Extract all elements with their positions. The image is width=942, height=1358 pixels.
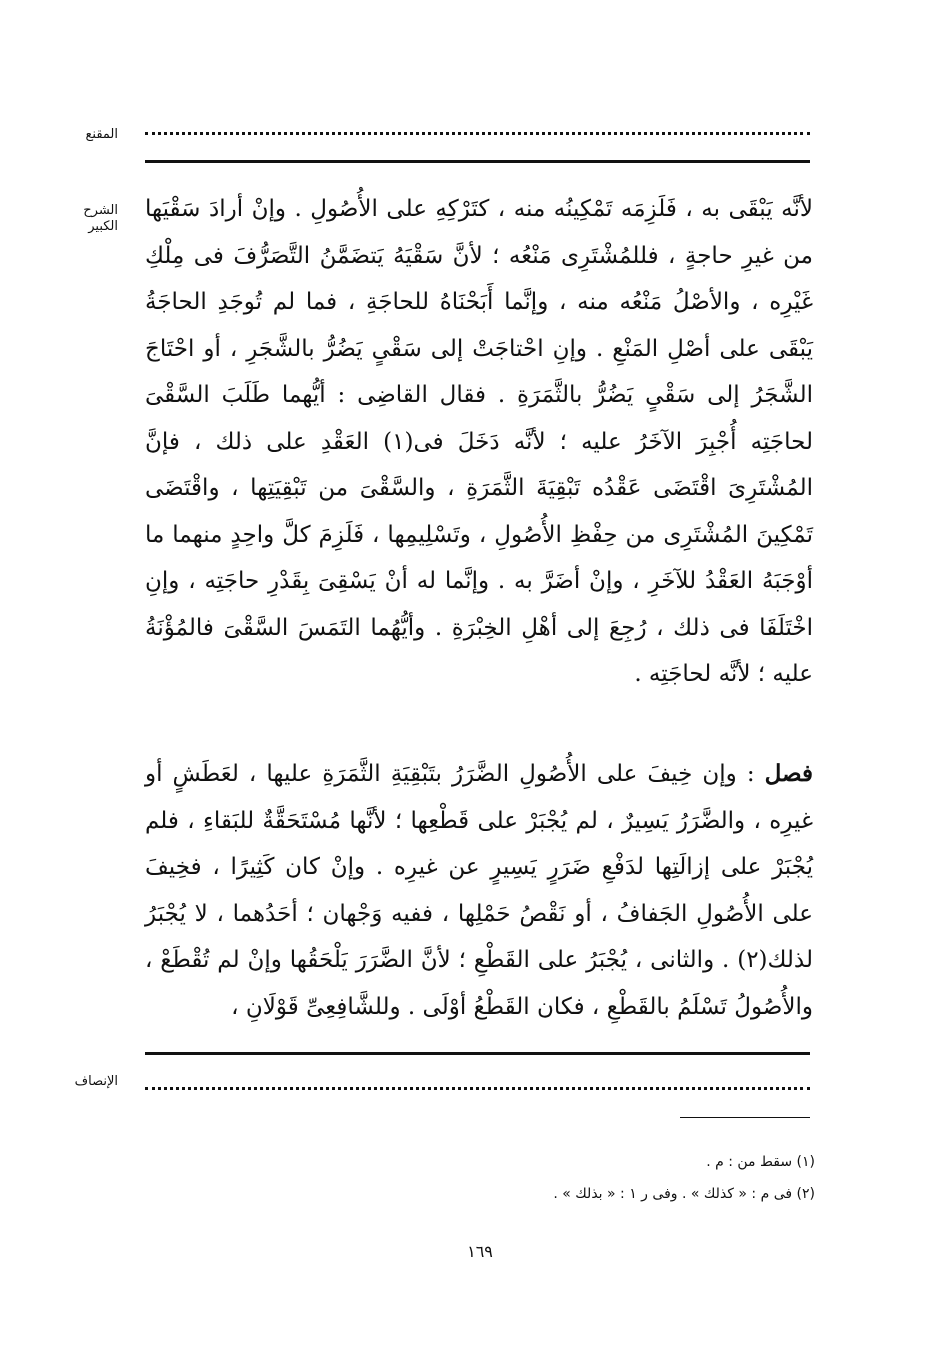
footer-rule [145, 1052, 810, 1055]
sharh-paragraph: لأنَّه يَبْقَى به ، فَلَزِمَه تَمْكِينُه منه ، كتَرْكِهِ على الأُصُولِ . وإنْ أرادَ سَقْيَها من غيرِ حاجةٍ ، فللمُشْتَرِى مَنْعُه ؛ لأنَّ سَقْيَهُ يَتضَمَّنُ التَّصَرُّفَ فى مِلْكِ غَيْرِه ، والأصْلُ مَنْعُه منه ، وإنَّما أَبَحْنَاهُ للحاجَةِ ، فما لم تُوجَدِ الحاجَةُ يَبْقَى على أصْلِ المَنْعِ . وإنِ احْتاجَتْ إلى سَقْىٍ يَضُرُّ بالشَّجَرِ ، أو احْتَاجَ الشَّجَرُ إلى سَقْىٍ يَضُرُّ بالثَّمَرَةِ . فقال القاضِى : أيُّهما طَلَبَ السَّقْىَ لحاجَتِه أُجْبِرَ الآخَرُ عليه ؛ لأنَّه دَخَلَ فى(١) العَقْدِ على ذلك ، فإنَّ المُشْتَرِىَ اقْتَضَى عَقْدُه تَبْقِيَةَ الثَّمَرَةِ ، والسَّقْىَ من تَبْقِيَتِها ، واقْتَضَى تَمْكِينَ المُشْتَرِى من حِفْظِ الأُصُولِ ، وتَسْلِيمِها ، فَلَزِمَ كلَّ واحِدٍ منهما ما أوْجَبَهُ العَقْدُ للآخَرِ ، وإنْ أضَرَّ به . وإنَّما له أنْ يَسْقِىَ بِقَدْرِ حاجَتِه ، وإنِ اخْتَلَفَا فى ذلك ، رُجِعَ إلى أهْلِ الخِبْرَةِ . وأيُّهُما التَمَسَ السَّقْىَ فالمُؤْنَةُ عليه ؛ لأنَّه لحاجَتِه . [145, 196, 813, 687]
fasl-paragraph [145, 751, 813, 1030]
page-number: ١٦٩ [467, 1242, 493, 1261]
insaf-dotted-line [145, 1087, 810, 1090]
sharh-section-label: الشرح الكبير [83, 203, 118, 234]
muqni-dotted-line [145, 132, 810, 135]
fasl-text: : وإن خِيفَ على الأُصُولِ الضَّرَرُ بتَبْقِيَةِ الثَّمَرَةِ عليها ، لعَطَشٍ أو غيرِه ، والضَّرَرُ يَسِيرٌ ، لم يُجْبَرْ على قَطْعِها ؛ لأنَّها مُسْتَحَقَّةٌ للبَقاءِ ، فلم يُجْبَرْ على إزالَتِها لدَفْعِ ضَرَرٍ يَسِيرٍ عن غيرِه . وإنْ كان كَثِيرًا ، فخِيفَ على الأُصُولِ الجَفافُ ، أو نَقْصُ حَمْلِها ، ففيه وَجْهان ؛ أحَدُهما ، لا يُجْبَرُ لذلك(٢) . والثانى ، يُجْبَرُ على القَطْعِ ؛ لأنَّ الضَّرَرَ يَلْحَقُها وإنْ لم تُقْطَعْ ، والأُصُولُ تَسْلَمُ بالقَطْعِ ، فكان القَطْعُ أوْلَى . وللشَّافِعِىِّ قَوْلَانِ ، [145, 761, 813, 1020]
insaf-section-label: الإنصاف [74, 1074, 118, 1089]
footnote-2: (٢) فى م : « كذلك » . وفى ر ١ : « بذلك » . [553, 1186, 815, 1202]
fasl-heading: فصل [764, 760, 813, 787]
footnote-1: (١) سقط من : م . [706, 1154, 815, 1170]
header-rule [145, 160, 810, 163]
footnote-separator [680, 1117, 810, 1118]
muqni-section-label: المقنع [85, 127, 118, 142]
